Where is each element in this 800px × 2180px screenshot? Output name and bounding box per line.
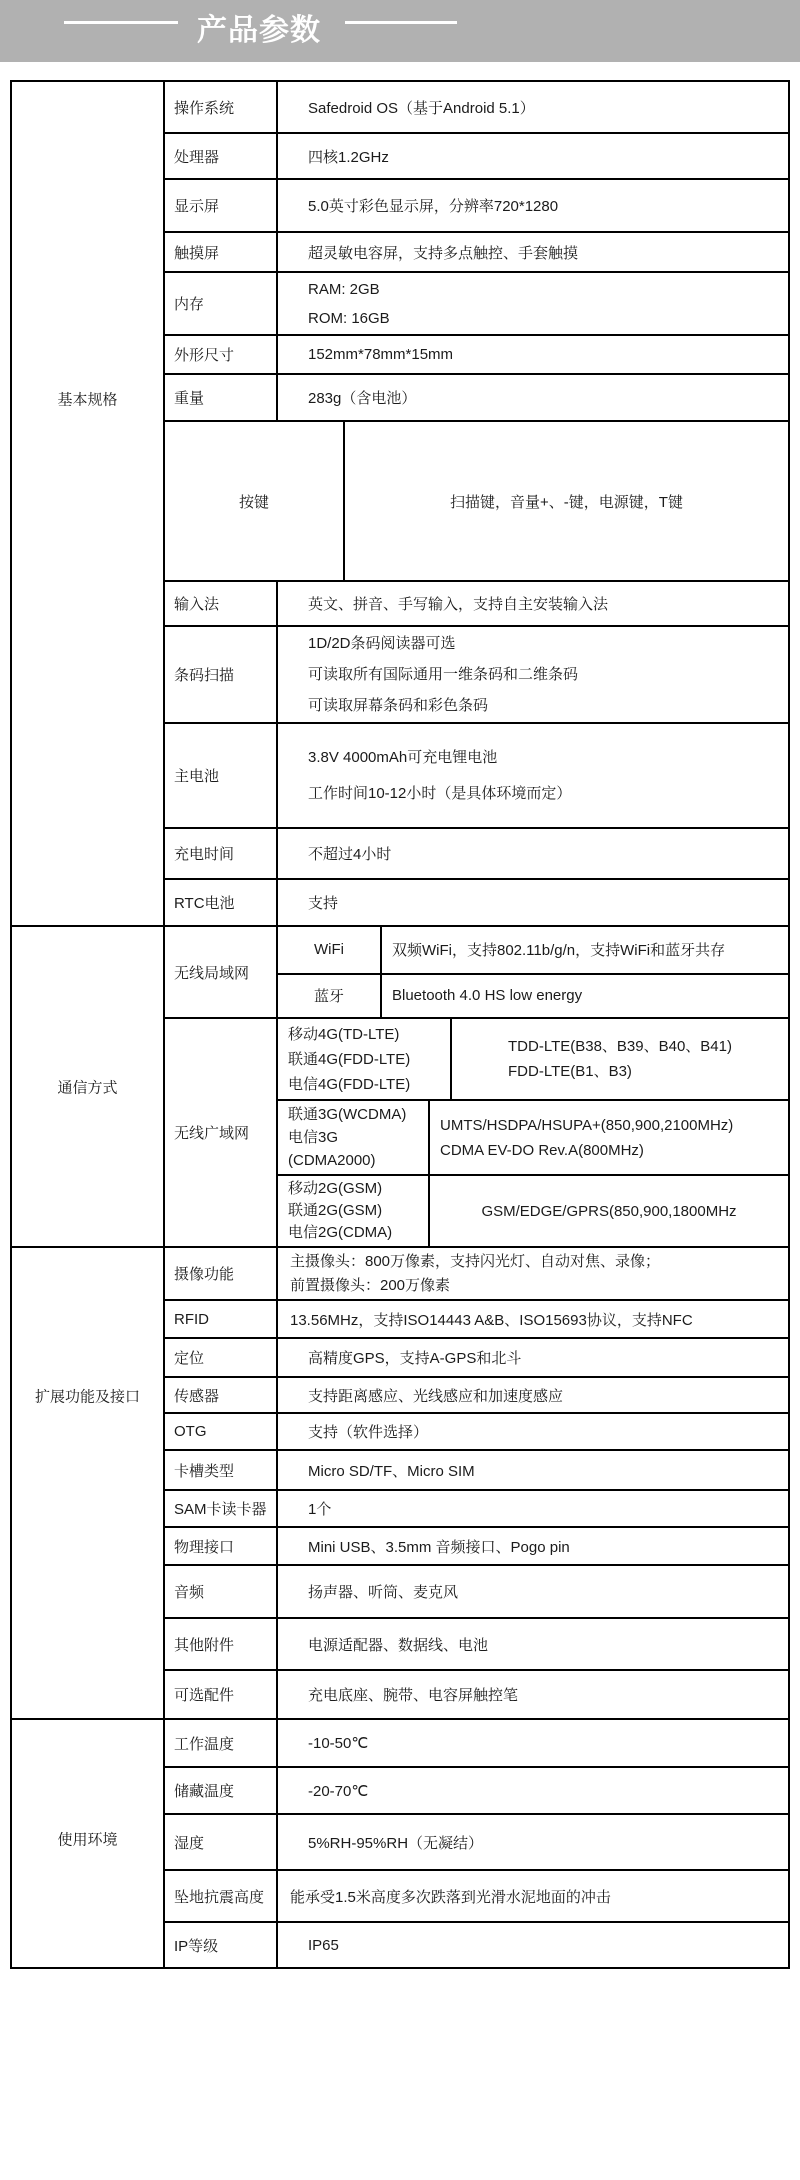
cell-text: RTC电池 [174,895,235,912]
cell-text: 移动2G(GSM) [288,1180,383,1197]
spec-label [165,1815,278,1869]
cell-text: IP65 [308,1936,339,1954]
spec-row [165,1566,788,1619]
spec-label [165,829,278,878]
spec-row [165,1815,788,1871]
section-label [12,927,165,1246]
spec-section-3 [12,1720,788,1967]
cell-text: 电源适配器、数据线、电池 [308,1636,489,1654]
page-banner [0,0,800,62]
cell-text: 蓝牙 [313,988,344,1006]
cell-text: 处理器 [174,148,220,166]
spec-row [165,829,788,880]
spec-row [165,375,788,422]
cell-text: 1D/2D条码阅读器可选 [308,635,456,652]
nested-rows [278,1019,788,1246]
cell-text-block [288,1178,428,1244]
spec-value [278,180,788,231]
cell-text: 152mm*78mm*15mm [308,346,454,363]
spec-row [165,1768,788,1815]
cell-text: 不超过4小时 [308,846,392,863]
spec-row [165,336,788,375]
cell-text: 物理接口 [174,1538,235,1556]
spec-label [165,375,278,420]
cell-text: OTG [174,1423,207,1440]
spec-sublabel [278,1176,430,1246]
cell-text: Mini USB、3.5mm 音频接口、Pogo pin [308,1538,570,1556]
spec-value [278,82,788,132]
spec-value [278,1528,788,1564]
cell-text: 摄像功能 [174,1266,235,1283]
cell-text: 主摄像头：800万像素，支持闪光灯、自动对焦、录像； [290,1252,661,1270]
spec-label [165,1414,278,1449]
spec-label [165,422,345,580]
spec-label [165,336,278,373]
spec-value [278,233,788,271]
cell-text: 条码扫描 [174,667,235,684]
cell-text: 无线局域网 [174,964,250,982]
spec-row [165,1720,788,1768]
spec-section-0 [12,82,788,927]
spec-label [165,880,278,925]
spec-label [165,180,278,231]
cell-text: FDD-LTE(B1、B3) [508,1063,632,1080]
spec-value [278,1671,788,1718]
cell-text: 触摸屏 [174,244,220,262]
spec-value [278,336,788,373]
spec-label [165,927,278,1017]
cell-text: Bluetooth 4.0 HS low energy [392,987,583,1005]
section-rows [165,1720,788,1967]
spec-row [165,273,788,336]
spec-value [278,724,788,827]
spec-label [165,1871,278,1921]
spec-value [278,829,788,878]
title-divider-right [345,21,457,24]
spec-sublabel [278,1019,452,1099]
spec-label [165,1019,278,1246]
cell-text-block [290,1250,788,1298]
cell-text: 1个 [308,1501,332,1518]
cell-text: 音频 [174,1584,205,1601]
cell-text: 英文、拼音、手写输入，支持自主安装输入法 [308,596,609,613]
spec-label [165,582,278,625]
spec-value [452,1019,788,1099]
spec-subrow [278,975,788,1017]
cell-text: 联通3G(WCDMA) [288,1106,407,1123]
cell-text: 5.0英寸彩色显示屏，分辨率720*1280 [308,198,559,215]
spec-label [165,1923,278,1967]
section-label-text: 使用环境 [57,1831,118,1849]
cell-text: 283g（含电池） [308,390,417,407]
cell-text: 外形尺寸 [174,347,235,364]
cell-text: 超灵敏电容屏，支持多点触控、手套触摸 [308,244,579,262]
title-divider-left [64,21,178,24]
cell-text: SAM卡读卡器 [174,1501,267,1518]
spec-row [165,82,788,134]
spec-sublabel [278,975,382,1017]
spec-value [382,927,788,973]
spec-row [165,627,788,724]
spec-value [278,1768,788,1813]
section-label-text: 通信方式 [57,1079,118,1096]
cell-text-block [440,1113,788,1163]
cell-text: 四核1.2GHz [308,148,389,166]
spec-row [165,1619,788,1671]
cell-text: 卡槽类型 [174,1462,235,1480]
cell-text: 湿度 [174,1834,205,1852]
cell-text-block [288,1103,428,1172]
cell-text: GSM/EDGE/GPRS(850,900,1800MHz [481,1202,737,1220]
cell-text: 充电底座、腕带、电容屏触控笔 [308,1687,519,1704]
cell-text: Safedroid OS（基于Android 5.1） [308,99,535,117]
spec-section-2 [12,1248,788,1720]
spec-value [278,1619,788,1669]
cell-text: -10-50℃ [308,1735,369,1752]
cell-text-block [308,740,788,812]
spec-label [165,1339,278,1376]
spec-row [165,1301,788,1339]
spec-value [278,1491,788,1526]
spec-label [165,1378,278,1412]
spec-row [165,582,788,627]
section-label [12,1248,165,1718]
spec-row [165,1491,788,1528]
spec-value [345,422,788,580]
spec-value [278,1566,788,1617]
spec-value [278,273,788,334]
spec-subrow [278,1019,788,1101]
spec-subrow [278,1101,788,1176]
section-rows [165,927,788,1246]
spec-label [165,1528,278,1564]
spec-label [165,1671,278,1718]
spec-section-1 [12,927,788,1248]
spec-row [165,134,788,180]
cell-text: 支持 [308,895,339,912]
spec-value [278,1248,788,1299]
spec-subrow [278,1176,788,1246]
spec-label [165,724,278,827]
cell-text: RFID [174,1310,209,1328]
spec-row [165,1248,788,1301]
cell-text: 可读取所有国际通用一维条码和二维条码 [308,666,579,683]
cell-text: 可选配件 [174,1687,235,1704]
spec-label [165,233,278,271]
spec-value [278,1815,788,1869]
cell-text: 移动4G(TD-LTE) [288,1025,400,1043]
spec-value [278,1339,788,1376]
cell-text: 储藏温度 [174,1783,235,1800]
spec-row [165,927,788,1019]
spec-value [278,627,788,722]
spec-value [382,975,788,1017]
cell-text: IP等级 [174,1937,219,1955]
cell-text: 扬声器、听筒、麦克风 [308,1584,459,1601]
spec-label [165,1248,278,1299]
cell-text-block [288,1022,450,1097]
cell-text: RAM: 2GB [308,280,380,298]
spec-row [165,1339,788,1378]
cell-text: 重量 [174,390,205,407]
spec-label [165,134,278,178]
cell-text: 联通4G(FDD-LTE) [288,1050,411,1068]
spec-label [165,1301,278,1337]
cell-text: CDMA EV-DO Rev.A(800MHz) [440,1141,644,1159]
spec-row [165,1451,788,1491]
section-rows [165,82,788,925]
spec-row [165,1528,788,1566]
cell-text: 5%RH-95%RH（无凝结） [308,1834,484,1852]
cell-text: UMTS/HSDPA/HSUPA+(850,900,2100MHz) [440,1116,734,1134]
spec-value [278,134,788,178]
cell-text: 主电池 [174,768,220,785]
spec-label [165,1720,278,1766]
spec-value [430,1176,788,1246]
spec-row [165,880,788,925]
spec-label [165,1768,278,1813]
cell-text: 工作时间10-12小时（是具体环境而定） [308,784,572,802]
spec-value [278,582,788,625]
cell-text: 高精度GPS，支持A-GPS和北斗 [308,1350,522,1367]
cell-text: 其他附件 [174,1636,235,1654]
cell-text: 前置摄像头：200万像素 [290,1276,451,1294]
cell-text-block [508,1034,732,1084]
cell-text: 输入法 [174,596,220,613]
spec-row [165,180,788,233]
spec-label [165,1491,278,1526]
cell-text: 坠地抗震高度 [174,1888,265,1906]
spec-label [165,1451,278,1489]
spec-value [278,1871,788,1921]
spec-row [165,1671,788,1718]
spec-label [165,627,278,722]
page-title: 产品参数 [197,14,321,47]
spec-value [278,1923,788,1967]
section-rows [165,1248,788,1718]
spec-sublabel [278,1101,430,1174]
spec-value [278,1378,788,1412]
cell-text: 按键 [238,493,269,511]
spec-label [165,273,278,334]
cell-text: 无线广域网 [174,1125,250,1142]
cell-text: 内存 [174,296,205,313]
cell-text: Micro SD/TF、Micro SIM [308,1462,475,1480]
cell-text: 传感器 [174,1387,220,1405]
section-label-text: 扩展功能及接口 [34,1388,140,1406]
cell-text: 工作温度 [174,1735,235,1753]
cell-text: 电信3G [288,1129,339,1146]
cell-text: 支持距离感应、光线感应和加速度感应 [308,1387,564,1405]
cell-text-block [308,275,788,333]
section-label-text: 基本规格 [57,391,118,409]
cell-text: 双频WiFi，支持802.11b/g/n，支持WiFi和蓝牙共存 [392,942,726,960]
section-label [12,82,165,925]
cell-text-block [308,628,788,721]
spec-row [165,1871,788,1923]
cell-text: -20-70℃ [308,1782,369,1800]
spec-table [10,80,790,1969]
cell-text: 定位 [174,1350,205,1367]
spec-subrow [278,927,788,975]
spec-label [165,82,278,132]
spec-row [165,1923,788,1967]
spec-sublabel [278,927,382,973]
spec-row [165,233,788,273]
cell-text: ROM: 16GB [308,309,390,327]
spec-label [165,1619,278,1669]
cell-text: (CDMA2000) [288,1152,376,1169]
spec-value [278,1301,788,1337]
cell-text: 13.56MHz，支持ISO14443 A&B、ISO15693协议，支持NFC [290,1311,693,1329]
spec-value [278,375,788,420]
spec-row [165,422,788,582]
cell-text: TDD-LTE(B38、B39、B40、B41) [508,1038,732,1055]
cell-text: 扫描键，音量+、-键，电源键，T键 [450,493,683,511]
cell-text: 可读取屏幕条码和彩色条码 [308,697,489,714]
cell-text: 支持（软件选择） [308,1424,429,1441]
cell-text: 显示屏 [174,198,220,215]
spec-row [165,1414,788,1451]
cell-text: WiFi [314,941,344,959]
cell-text: 电信4G(FDD-LTE) [288,1075,411,1093]
spec-row [165,1019,788,1246]
nested-rows [278,927,788,1017]
spec-label [165,1566,278,1617]
spec-value [278,1720,788,1766]
cell-text: 操作系统 [174,99,235,117]
section-label [12,1720,165,1967]
spec-value [278,880,788,925]
spec-value [278,1451,788,1489]
cell-text: 3.8V 4000mAh可充电锂电池 [308,748,498,766]
spec-row [165,724,788,829]
cell-text: 能承受1.5米高度多次跌落到光滑水泥地面的冲击 [290,1888,611,1906]
cell-text: 电信2G(CDMA) [288,1224,393,1241]
cell-text: 联通2G(GSM) [288,1202,383,1219]
cell-text: 充电时间 [174,846,235,863]
spec-row [165,1378,788,1414]
spec-value [278,1414,788,1449]
spec-value [430,1101,788,1174]
